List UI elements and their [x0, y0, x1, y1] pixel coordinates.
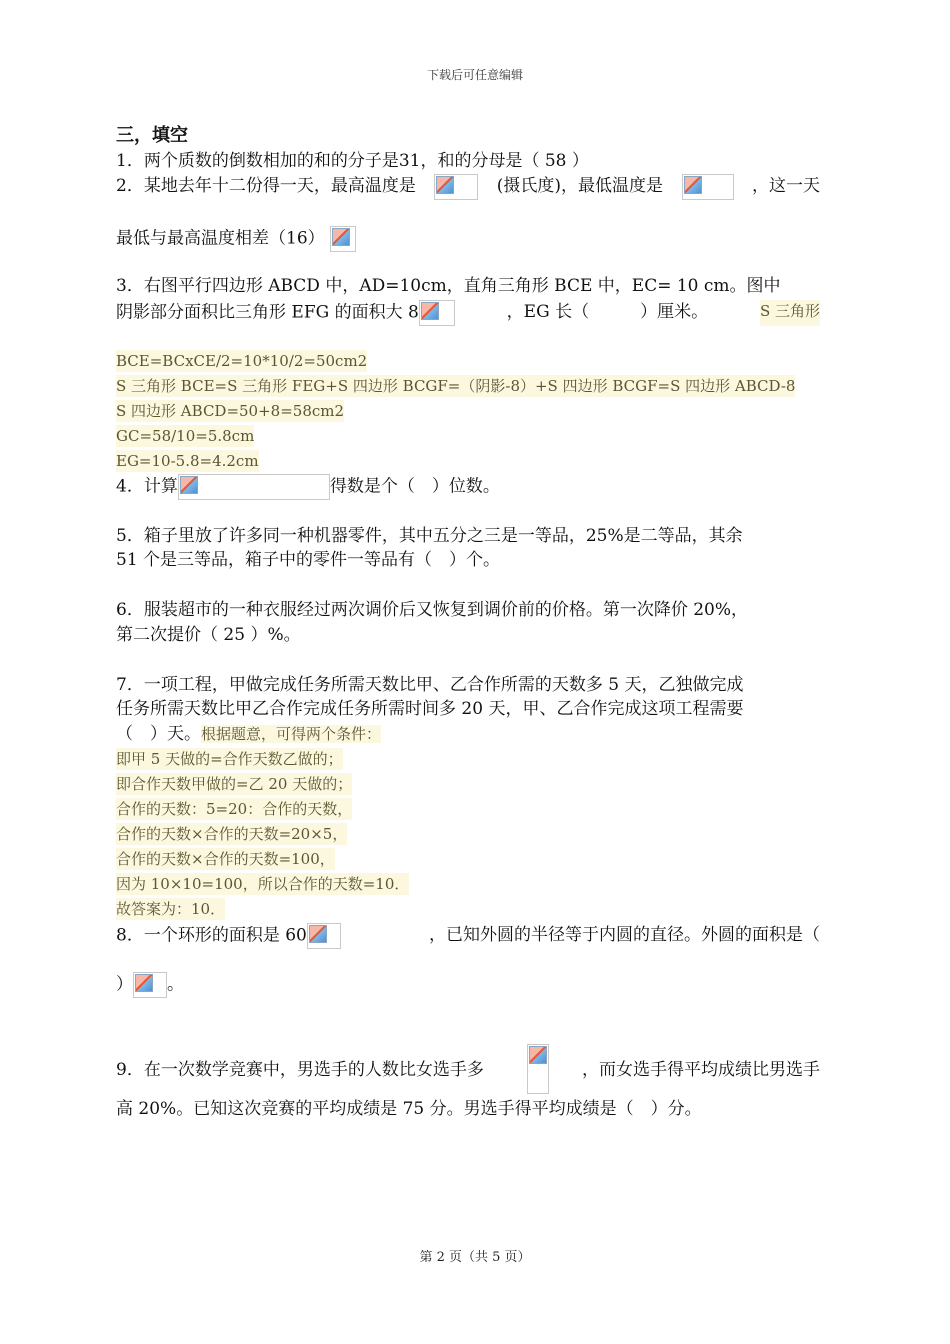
- question-4-text-b: 得数是个（ ）位数。: [329, 476, 500, 497]
- question-9-text-a: 9．在一次数学竞赛中，男选手的人数比女选手多: [116, 1060, 484, 1080]
- question-7-solution-line: 因为 10×10=100，所以合作的天数=10．: [116, 875, 410, 893]
- question-6-text: 6．服装超市的一种衣服经过两次调价后又恢复到调价前的价格。第一次降价 20%，: [116, 600, 749, 620]
- question-7-solution-line: 合作的天数×合作的天数=100，: [116, 850, 335, 868]
- question-3-solution-line: BCE=BCxCE/2=10*10/2=50cm2: [116, 352, 368, 370]
- question-3-solution-line: EG=10-5.8=4.2cm: [116, 452, 259, 470]
- question-2-text-a: 2．某地去年十二份得一天，最高温度是: [116, 176, 416, 196]
- formula-image: [419, 300, 455, 326]
- question-7-text: 7．一项工程，甲做完成任务所需天数比甲、乙合作所需的天数多 5 天，乙独做完成: [116, 675, 744, 695]
- question-3-text-a: 阴影部分面积比三角形 EFG 的面积大 8: [116, 302, 419, 323]
- question-6-line-2: 第二次提价（ 25 ）%。: [116, 625, 301, 645]
- question-8-text-a: 8．一个环形的面积是 60: [116, 925, 307, 946]
- question-5-line-2: 51 个是三等品，箱子中的零件一等品有（ ）个。: [116, 550, 501, 570]
- question-5-text: 5．箱子里放了许多同一种机器零件，其中五分之三是一等品，25%是二等品，其余: [116, 526, 743, 546]
- question-5-line-1: [116, 524, 820, 548]
- question-6-line-1: [116, 598, 820, 622]
- question-9-line-1: [116, 1058, 820, 1082]
- question-7-solution-line: 合作的天数×合作的天数=20×5，: [116, 825, 348, 843]
- question-7-solution-start: 根据题意，可得两个条件：: [201, 725, 382, 743]
- question-7-text: 任务所需天数比甲乙合作完成任务所需时间多 20 天，甲、乙合作完成这项工程需要: [116, 699, 744, 719]
- page-header: 下载后可任意编辑: [426, 68, 523, 82]
- question-3-solution-line: S 四边形 ABCD=50+8=58cm2: [116, 402, 345, 420]
- formula-image: [133, 972, 167, 998]
- question-3-text-b: ，EG 长（ ）厘米。: [506, 302, 709, 322]
- question-3-solution-line: S 三角形 BCE=S 三角形 FEG+S 四边形 BCGF=（阴影-8）+S 四边形 BCGF=S 四边形 ABCD-8: [116, 377, 796, 395]
- formula-image: [178, 474, 330, 500]
- question-8-text-c: ）: [116, 974, 133, 995]
- question-4-text-a: 4．计算: [116, 476, 178, 497]
- question-8-text-d: 。: [167, 974, 184, 995]
- question-7-line-2: [116, 697, 820, 721]
- question-3-line-2: [116, 300, 820, 326]
- formula-image: [307, 923, 341, 949]
- question-7-solution-line: 故答案为：10．: [116, 900, 226, 918]
- question-2-text-c: ，这一天: [751, 176, 820, 196]
- question-8-text-b: ，已知外圆的半径等于内圆的直径。外圆的面积是（: [429, 925, 820, 945]
- question-8-line-1: [116, 923, 820, 949]
- question-3-text: 3．右图平行四边形 ABCD 中，AD=10cm，直角三角形 BCE 中，EC= 10 cm。图中: [116, 276, 781, 296]
- question-7-line-3: [116, 722, 381, 746]
- formula-image: [434, 174, 478, 200]
- question-1: 1．两个质数的倒数相加的和的分子是31，和的分母是（ 58 ）: [116, 151, 589, 171]
- question-4: [116, 474, 500, 500]
- section-title: 三，填空: [116, 125, 188, 146]
- question-7-solution-line: 合作的天数：5=20：合作的天数，: [116, 800, 353, 818]
- question-7-solution-line: 即合作天数甲做的=乙 20 天做的；: [116, 775, 353, 793]
- question-2-text-b: (摄氏度)，最低温度是: [496, 176, 664, 196]
- question-2-text-d: 最低与最高温度相差（16）: [116, 228, 325, 249]
- question-3-line-1: [116, 274, 820, 298]
- question-2-line-2: [116, 226, 356, 252]
- question-7-line-1: [116, 673, 820, 697]
- question-3-solution-start: S 三角形: [760, 300, 820, 326]
- question-8-line-2: [116, 972, 184, 998]
- page-footer: 第 2 页（共 5 页）: [419, 1250, 531, 1265]
- question-7-solution-line: 即甲 5 天做的=合作天数乙做的；: [116, 750, 343, 768]
- question-3-solution-line: GC=58/10=5.8cm: [116, 427, 255, 445]
- question-9-text-b: ，而女选手得平均成绩比男选手: [582, 1060, 820, 1080]
- question-2-line-1: [116, 174, 820, 200]
- question-9-line-2: 高 20%。已知这次竞赛的平均成绩是 75 分。男选手得平均成绩是（ ）分。: [116, 1099, 702, 1119]
- formula-image: [330, 226, 356, 252]
- question-7-text: （ ）天。: [116, 724, 201, 744]
- formula-image: [682, 174, 734, 200]
